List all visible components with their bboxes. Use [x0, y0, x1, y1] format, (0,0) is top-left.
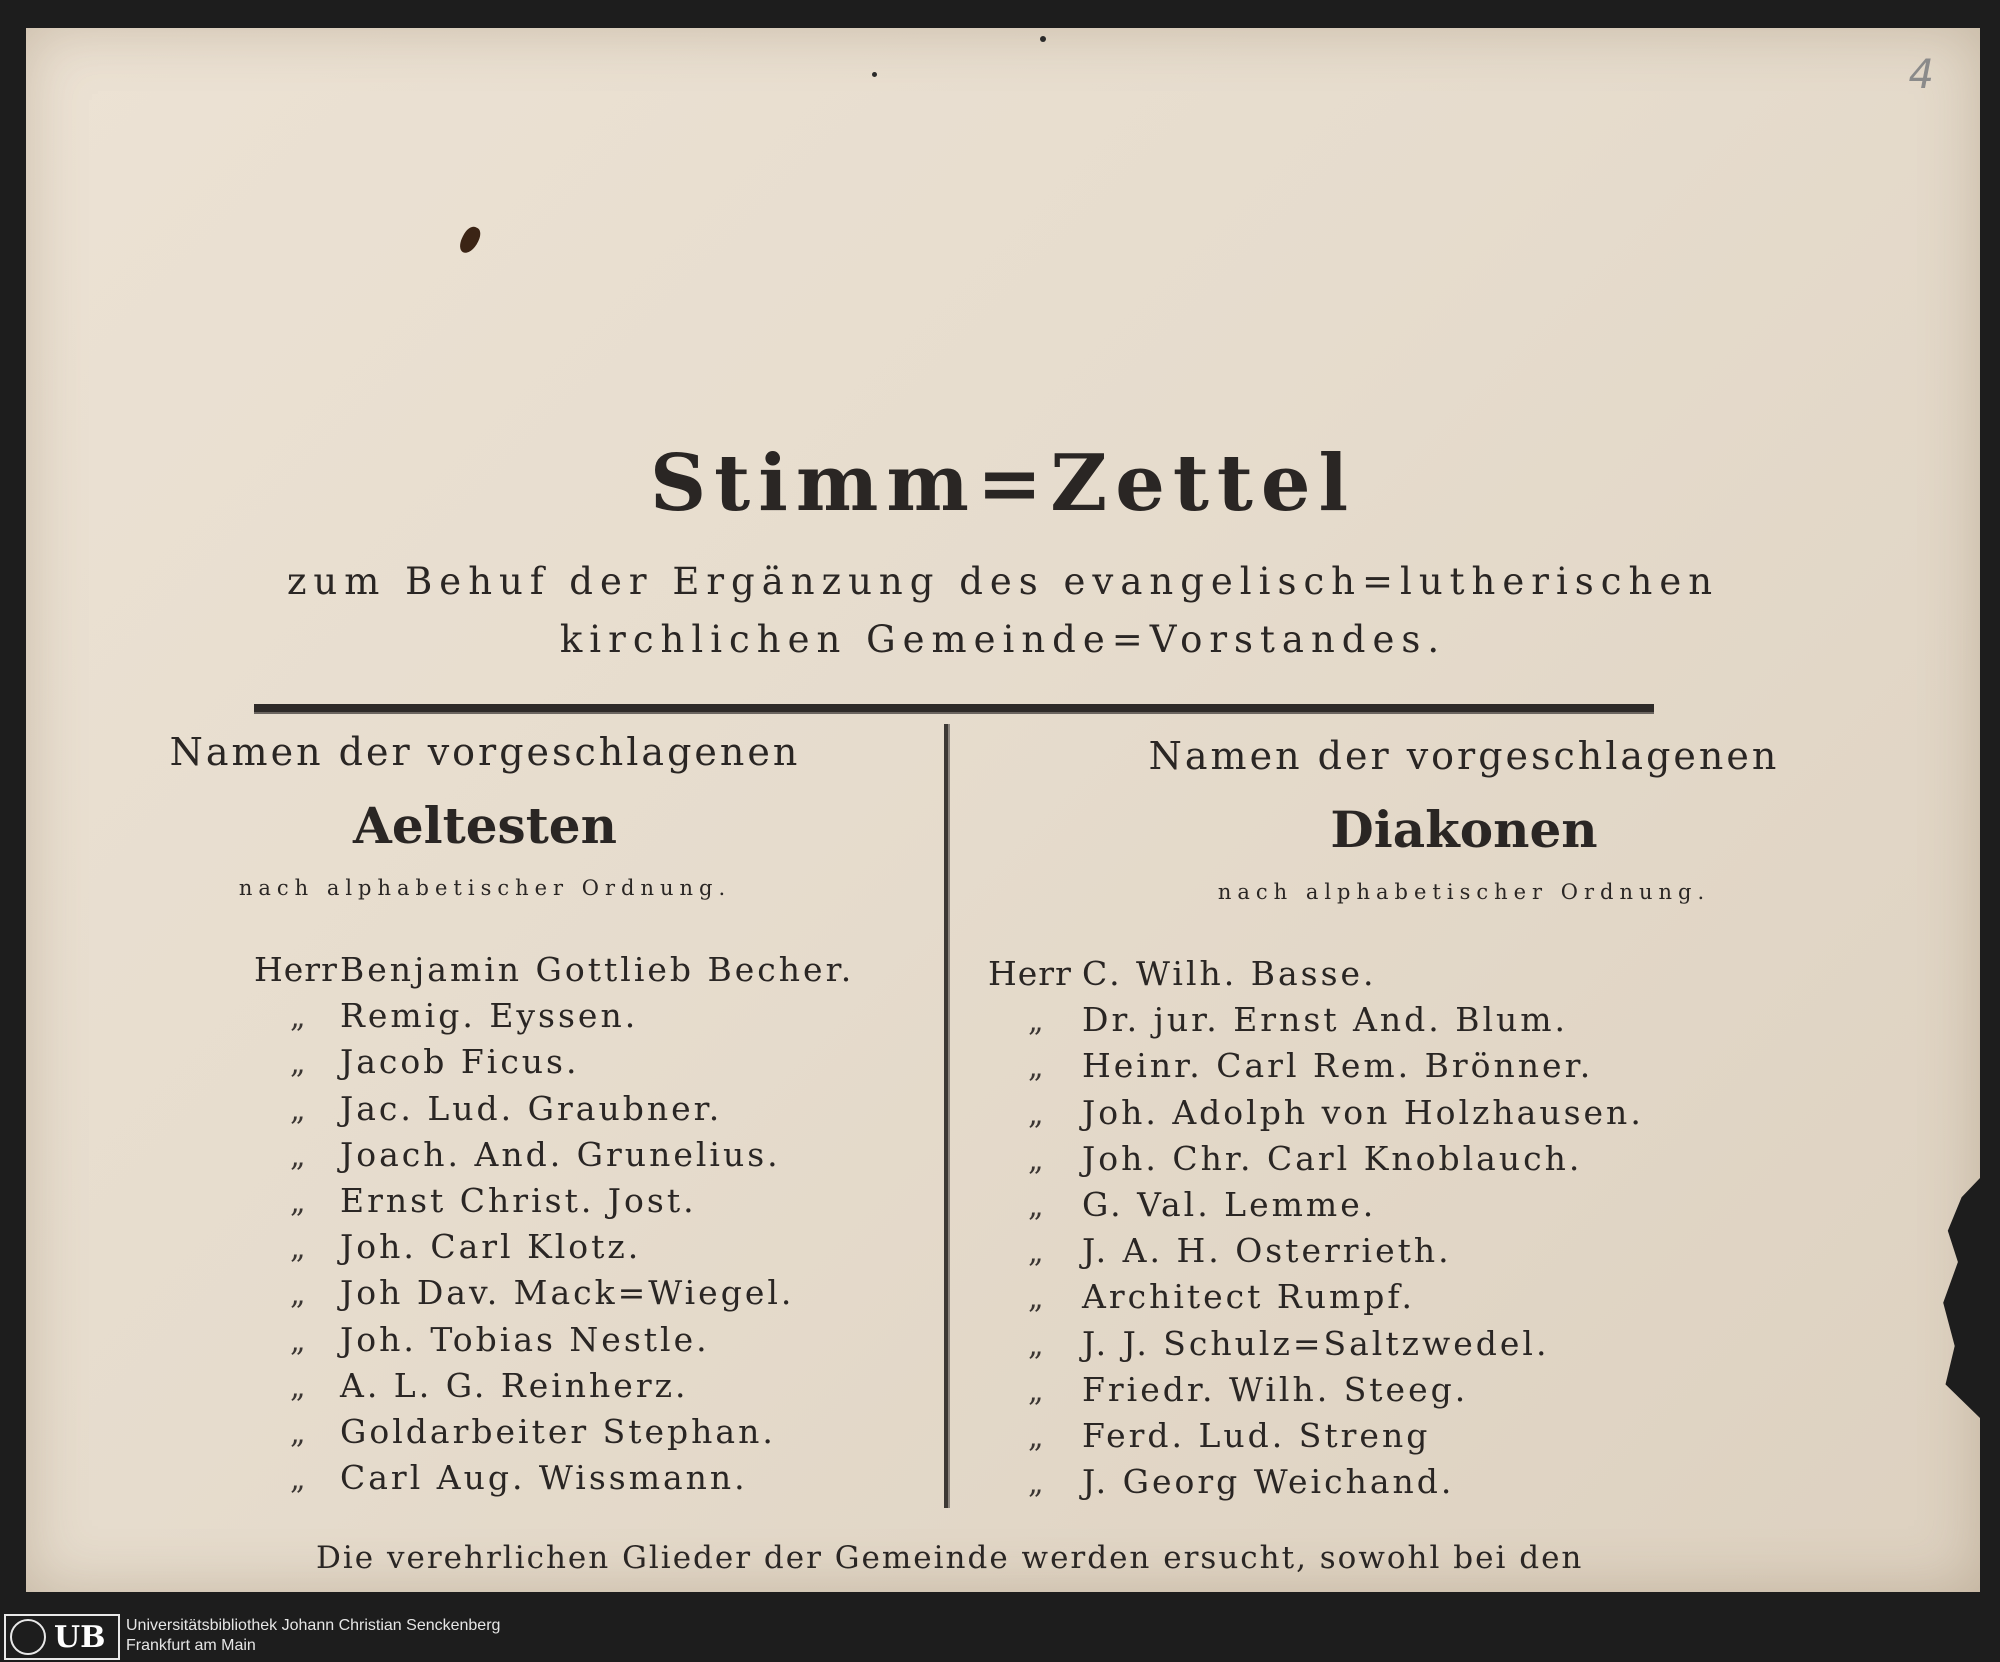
- elders-order-note: nach alphabetischer Ordnung.: [238, 876, 732, 900]
- document-title: Stimm=Zettel: [649, 438, 1357, 529]
- ditto-mark: „: [290, 1277, 306, 1313]
- candidate-name: Joh. Adolph von Holzhausen.: [1082, 1092, 1644, 1132]
- subtitle-line-2: kirchlichen Gemeinde=Vorstandes.: [559, 618, 1447, 661]
- ditto-mark: „: [1028, 1235, 1044, 1271]
- ink-stain: [457, 224, 483, 256]
- ditto-mark: „: [1028, 1189, 1044, 1224]
- torn-edge: [1934, 1178, 1980, 1418]
- instructions-text: [316, 1530, 1696, 1592]
- ditto-mark: „: [1028, 1004, 1044, 1040]
- elders-heading: Namen der vorgeschlagenen: [169, 730, 801, 774]
- ditto-mark: „: [290, 1369, 306, 1405]
- library-name-line-1: Universitätsbibliothek Johann Christian Senckenberg: [126, 1617, 501, 1634]
- library-logo: [4, 1614, 120, 1660]
- candidate-name: J. J. Schulz=Saltzwedel.: [1082, 1323, 1550, 1363]
- library-name-line-2: Frankfurt am Main: [126, 1637, 256, 1654]
- ballot-sheet: [26, 28, 1980, 1592]
- candidate-name: Heinr. Carl Rem. Brönner.: [1082, 1046, 1594, 1086]
- candidate-name: C. Wilh. Basse.: [1082, 954, 1377, 993]
- ditto-mark: „: [1028, 1281, 1044, 1317]
- candidate-name: Benjamin Gottlieb Becher.: [340, 950, 855, 989]
- candidate-name: Friedr. Wilh. Steeg.: [1082, 1369, 1469, 1409]
- candidate-name: Joach. And. Grunelius.: [340, 1134, 781, 1174]
- ditto-mark: „: [290, 1138, 306, 1174]
- ditto-mark: „: [290, 1046, 306, 1082]
- deacons-order-note: nach alphabetischer Ordnung.: [1217, 880, 1711, 904]
- speck: [1040, 36, 1046, 42]
- ditto-mark: „: [290, 1092, 306, 1128]
- library-seal-icon: [10, 1619, 46, 1655]
- candidate-name: Joh. Chr. Carl Knoblauch.: [1082, 1138, 1583, 1178]
- candidate-name: Remig. Eyssen.: [340, 996, 639, 1036]
- speck: [872, 72, 877, 77]
- elders-role: Aeltesten: [353, 796, 617, 855]
- candidate-name: Goldarbeiter Stephan.: [340, 1412, 776, 1451]
- ditto-mark: „: [290, 1462, 306, 1498]
- candidate-name: G. Val. Lemme.: [1082, 1185, 1377, 1224]
- subtitle-line-1: zum Behuf der Ergänzung des evangelisch=lutherischen: [286, 560, 1720, 603]
- elders-prefix: Herr: [254, 950, 338, 989]
- candidate-name: Joh. Carl Klotz.: [340, 1227, 642, 1267]
- ditto-mark: „: [290, 1323, 306, 1359]
- ditto-mark: „: [290, 1231, 306, 1267]
- ditto-mark: „: [1028, 1050, 1044, 1086]
- candidate-name: Jacob Ficus.: [340, 1042, 580, 1082]
- deacons-prefix: Herr: [988, 954, 1072, 993]
- ditto-mark: „: [1028, 1327, 1044, 1363]
- candidate-name: A. L. G. Reinherz.: [340, 1365, 689, 1405]
- candidate-name: Dr. jur. Ernst And. Blum.: [1082, 1000, 1569, 1040]
- ditto-mark: „: [290, 1185, 306, 1220]
- library-footer-bar: [0, 1610, 2000, 1662]
- ditto-mark: „: [290, 1000, 306, 1036]
- library-name: [126, 1616, 500, 1656]
- ditto-mark: „: [290, 1416, 306, 1451]
- header-rule: [254, 704, 1654, 714]
- candidate-name: Jac. Lud. Graubner.: [340, 1088, 723, 1128]
- candidate-name: Joh Dav. Mack=Wiegel.: [340, 1273, 795, 1313]
- library-logo-text: UB: [54, 1619, 106, 1655]
- deacons-heading: Namen der vorgeschlagenen: [1148, 734, 1780, 778]
- instructions-line-1: Die verehrlichen Glieder der Gemeinde werden ersucht, sowohl bei den: [316, 1540, 1584, 1576]
- ditto-mark: „: [1028, 1096, 1044, 1132]
- page-number: 4: [1908, 52, 1934, 98]
- candidate-name: Architect Rumpf.: [1082, 1277, 1415, 1317]
- deacons-role: Diakonen: [1330, 800, 1598, 859]
- ditto-mark: „: [1028, 1420, 1044, 1455]
- candidate-name: Joh. Tobias Nestle.: [340, 1319, 710, 1359]
- candidate-name: Ferd. Lud. Streng: [1082, 1416, 1431, 1455]
- candidate-name: J. Georg Weichand.: [1082, 1462, 1455, 1502]
- ditto-mark: „: [1028, 1466, 1044, 1502]
- candidate-name: Carl Aug. Wissmann.: [340, 1458, 748, 1498]
- candidate-name: Ernst Christ. Jost.: [340, 1181, 697, 1220]
- candidate-name: J. A. H. Osterrieth.: [1082, 1231, 1452, 1271]
- ditto-mark: „: [1028, 1373, 1044, 1409]
- ditto-mark: „: [1028, 1142, 1044, 1178]
